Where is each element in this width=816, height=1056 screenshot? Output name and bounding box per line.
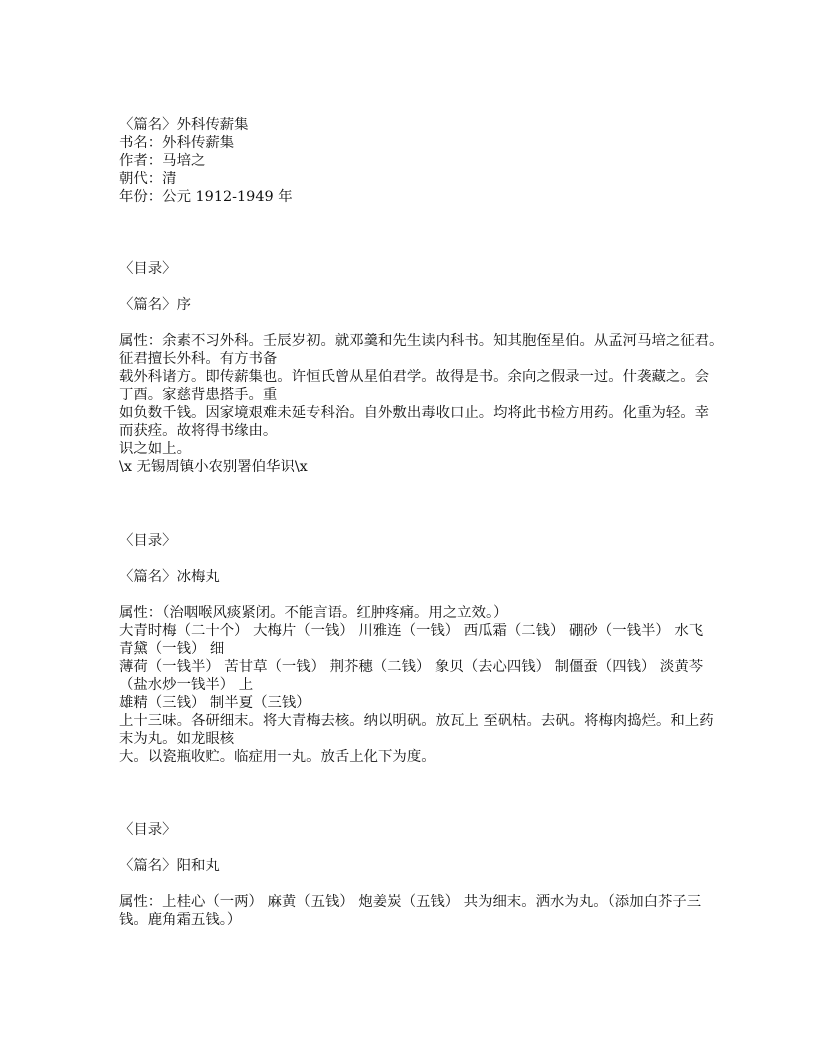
text-line: 如负数千钱。因家境艰难未延专科治。自外敷出毒收口止。均将此书检方用药。化重为轻。幸 (119, 405, 710, 421)
text-line: 载外科诸方。即传薪集也。许恒氏曾从星伯君学。故得是书。余向之假录一过。什袭藏之。会 (119, 369, 710, 385)
text-line: \x 无锡周镇小农别署伯华识\x (119, 459, 308, 475)
section-title: 〈篇名〉序 (119, 297, 191, 313)
book-name: 书名：外科传薪集 (119, 135, 235, 151)
text-line: 青黛（一钱） 细 (119, 641, 225, 657)
text-line: 末为丸。如龙眼核 (119, 731, 235, 747)
chapter-heading: 〈篇名〉外科传薪集 (119, 117, 249, 133)
text-line: 丁酉。家慈背患搭手。重 (119, 387, 278, 403)
text-line: （盐水炒一钱半） 上 (119, 677, 254, 693)
text-line: 属性：上桂心（一两） 麻黄（五钱） 炮姜炭（五钱） 共为细末。洒水为丸。（添加白芥子三 (119, 894, 702, 910)
text-line: 上十三味。各研细末。将大青梅去核。纳以明矾。放瓦上 至矾枯。去矾。将梅肉捣烂。和上药 (119, 713, 714, 729)
text-line: 而获痊。故将得书缘由。 (119, 423, 278, 439)
text-line: 大青时梅（二十个） 大梅片（一钱） 川雅连（一钱） 西瓜霜（二钱） 硼砂（一钱半） 水飞 (119, 623, 704, 639)
text-line: 钱。鹿角霜五钱。） (119, 912, 242, 928)
toc-label: 〈目录〉 (119, 533, 177, 549)
text-line: 属性：（治咽喉风痰紧闭。不能言语。红肿疼痛。用之立效。） (119, 605, 508, 621)
text-line: 属性：余素不习外科。壬辰岁初。就邓羹和先生读内科书。知其胞侄星伯。从孟河马培之征君。 (119, 333, 724, 349)
dynasty: 朝代：清 (119, 171, 177, 187)
text-line: 识之如上。 (119, 441, 191, 457)
toc-label: 〈目录〉 (119, 822, 177, 838)
text-line: 征君擅长外科。有方书备 (119, 351, 278, 367)
section-title: 〈篇名〉阳和丸 (119, 858, 220, 874)
text-line: 雄精（三钱） 制半夏（三钱） (119, 695, 311, 711)
year: 年份：公元 1912-1949 年 (119, 189, 293, 205)
text-line: 薄荷（一钱半） 苦甘草（一钱） 荆芥穗（二钱） 象贝（去心四钱） 制僵蚕（四钱） 淡黄芩 (119, 659, 704, 675)
section-title: 〈篇名〉冰梅丸 (119, 569, 220, 585)
toc-label: 〈目录〉 (119, 261, 177, 277)
text-line: 大。以瓷瓶收贮。临症用一丸。放舌上化下为度。 (119, 749, 436, 765)
author: 作者：马培之 (119, 153, 206, 169)
